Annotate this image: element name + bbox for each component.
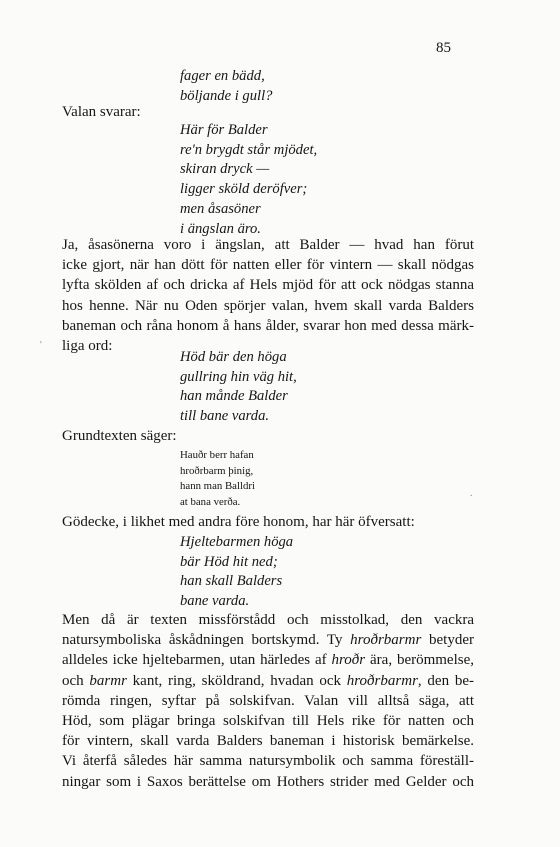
margin-mark: . xyxy=(470,488,473,499)
norse-line: Hauðr berr hafan xyxy=(180,449,254,461)
verse-line: skiran dryck — xyxy=(180,161,270,178)
verse-line: bane varda. xyxy=(180,593,250,610)
verse-line: han månde Balder xyxy=(180,388,288,405)
norse-line: hann man Balldri xyxy=(180,480,255,492)
verse-line: re'n brygdt står mjödet, xyxy=(180,141,318,158)
paragraph-1 xyxy=(62,235,474,356)
verse-line: Höd bär den höga xyxy=(180,349,287,365)
page-number: 85 xyxy=(436,40,451,56)
verse-line: bär Höd hit ned; xyxy=(180,553,278,570)
text-line: natursymboliska åskådningen bortskymd. Ty hroðrbarmr betyder xyxy=(62,632,474,649)
text-line: Ja, åsasönerna voro i ängslan, att Balder — hvad han förut xyxy=(62,237,474,253)
verse-line: han skall Balders xyxy=(180,573,283,590)
text-line: liga ord: xyxy=(62,338,113,355)
verse-line: ligger sköld deröfver; xyxy=(180,181,308,198)
text-line: ningar som i Saxos berättelse om Hothers strider med Gelder och xyxy=(62,773,474,790)
old-norse-text xyxy=(180,448,255,510)
text-line: Höd, som plägar bringa solskifvan till Hels rike för natten och xyxy=(62,713,474,730)
verse-2 xyxy=(180,121,317,239)
text-line: Vi återfå således här samma natursymbolik och samma föreställ- xyxy=(62,753,474,770)
text-line: för vintern, skall varda Balders baneman i historisk bemärkelse. xyxy=(62,733,474,750)
verse-line: men åsasöner xyxy=(180,200,261,217)
verse-line: i ängslan äro. xyxy=(180,220,261,237)
verse-line: Hjeltebarmen höga xyxy=(180,534,294,550)
norse-line: at bana verða. xyxy=(180,495,241,508)
text-line: icke gjort, när han dött för natten eller för vintern — skall nödgas xyxy=(62,257,474,274)
verse-3 xyxy=(180,348,297,427)
text-line: Men då är texten missförstådd och misstolkad, den vackra xyxy=(62,612,474,628)
text-line: hos henne. När nu Oden spörjer valan, hvem skall varda Balders xyxy=(62,297,474,314)
verse-line: böljande i gull? xyxy=(180,87,273,104)
verse-line: Här för Balder xyxy=(180,122,268,138)
verse-line: fager en bädd, xyxy=(180,68,265,84)
verse-4 xyxy=(180,533,293,612)
label-godecke: Gödecke, i likhet med andra före honom, har här öfversatt: xyxy=(62,514,415,530)
label-valan-svarar: Valan svarar: xyxy=(62,104,141,120)
norse-line: hroðrbarm þinig, xyxy=(180,464,254,477)
text-line: römda ringen, syftar på solskifvan. Valan vill alltså säga, att xyxy=(62,692,474,709)
text-line: alldeles icke hjeltebarmen, utan härledes af hroðr ära, berömmelse, xyxy=(62,652,474,669)
text-line: lyfta skölden af och dricka af Hels mjöd för att ock nödgas stanna xyxy=(62,277,474,294)
text-line: baneman och råna honom å hans ålder, svarar hon med dessa märk- xyxy=(62,317,474,334)
label-grundtexten: Grundtexten säger: xyxy=(62,428,177,444)
margin-mark: ' xyxy=(40,340,42,351)
verse-1 xyxy=(180,67,272,106)
paragraph-2 xyxy=(62,610,474,792)
text-line: och barmr kant, ring, sköldrand, hvadan ock hroðrbarmr, den be- xyxy=(62,672,474,689)
verse-line: till bane varda. xyxy=(180,408,270,425)
verse-line: gullring hin väg hit, xyxy=(180,368,297,385)
